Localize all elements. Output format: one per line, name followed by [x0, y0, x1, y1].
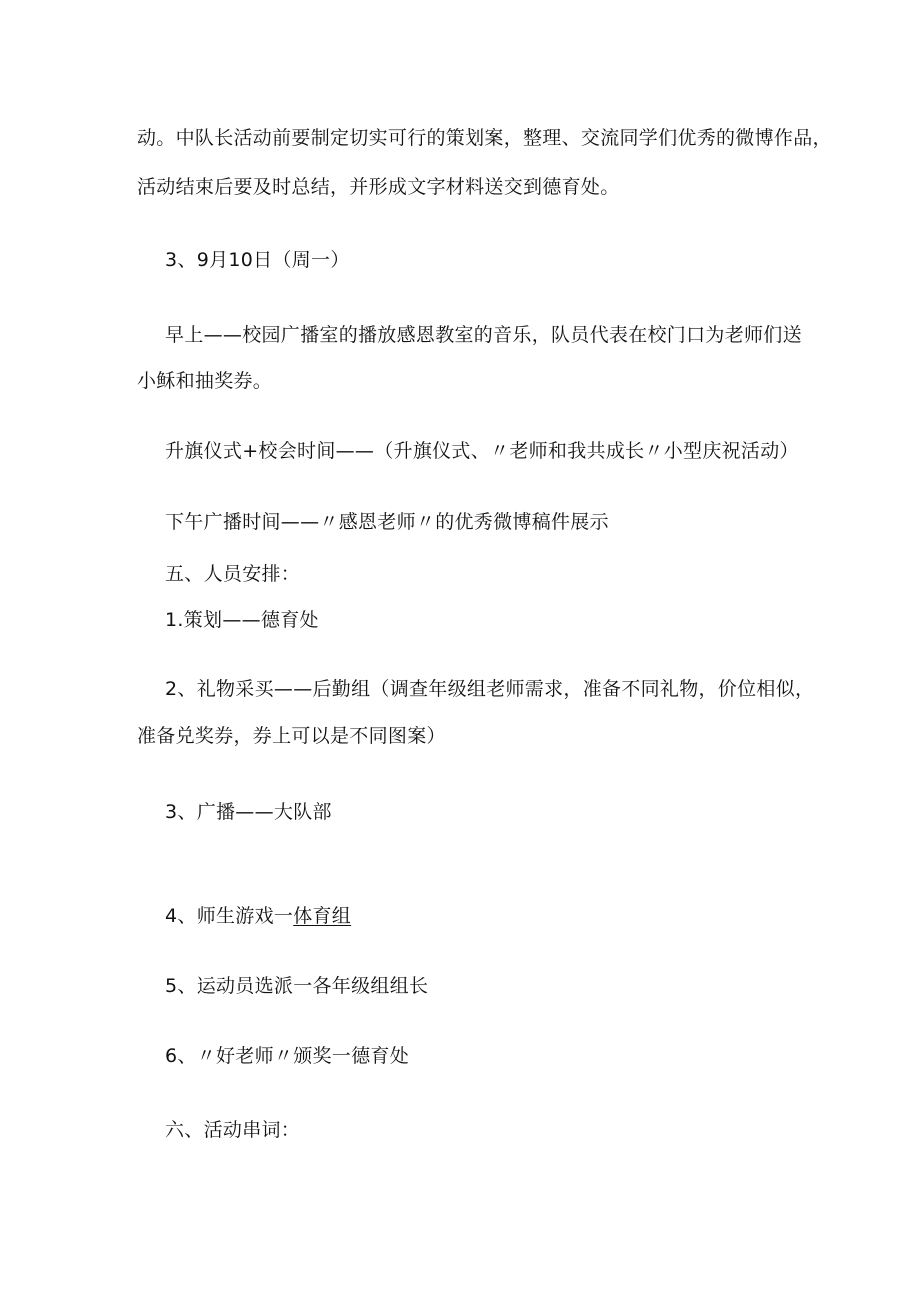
intro-line-2: 活动结束后要及时总结，并形成文字材料送交到德育处。	[137, 176, 620, 198]
staff-item-4	[165, 903, 351, 929]
staff-item-2-line-2: 准备兑奖券，券上可以是不同图案）	[137, 725, 446, 747]
staff-item-4-underlined: 体育组	[293, 905, 352, 927]
section-5-heading: 五、人员安排：	[165, 563, 301, 585]
flag-ceremony-line: 升旗仪式+校会时间——（升旗仪式、〃老师和我共成长〃小型庆祝活动）	[165, 440, 799, 462]
staff-item-2-line-1: 2、礼物采买——后勤组（调查年级组老师需求，准备不同礼物，价位相似，	[165, 678, 815, 700]
afternoon-line: 下午广播时间——〃感恩老师〃的优秀微博稿件展示	[165, 511, 609, 533]
schedule-date: 3、9月10日（周一）	[165, 249, 350, 271]
morning-line-1: 早上——校园广播室的播放感恩教室的音乐，队员代表在校门口为老师们送	[165, 324, 802, 346]
intro-line-1: 动。中队长活动前要制定切实可行的策划案，整理、交流同学们优秀的微博作品，	[137, 127, 832, 149]
morning-line-2: 小稣和抽奖券。	[137, 370, 273, 392]
staff-item-5: 5、运动员选派一各年级组组长	[165, 975, 429, 997]
staff-item-6: 6、〃好老师〃颁奖一德育处	[165, 1045, 409, 1067]
section-6-heading: 六、活动串词：	[165, 1119, 301, 1141]
staff-item-3: 3、广播——大队部	[165, 801, 332, 823]
staff-item-1: 1.策划——德育处	[165, 609, 319, 631]
staff-item-4-prefix: 4、师生游戏一	[165, 905, 294, 927]
